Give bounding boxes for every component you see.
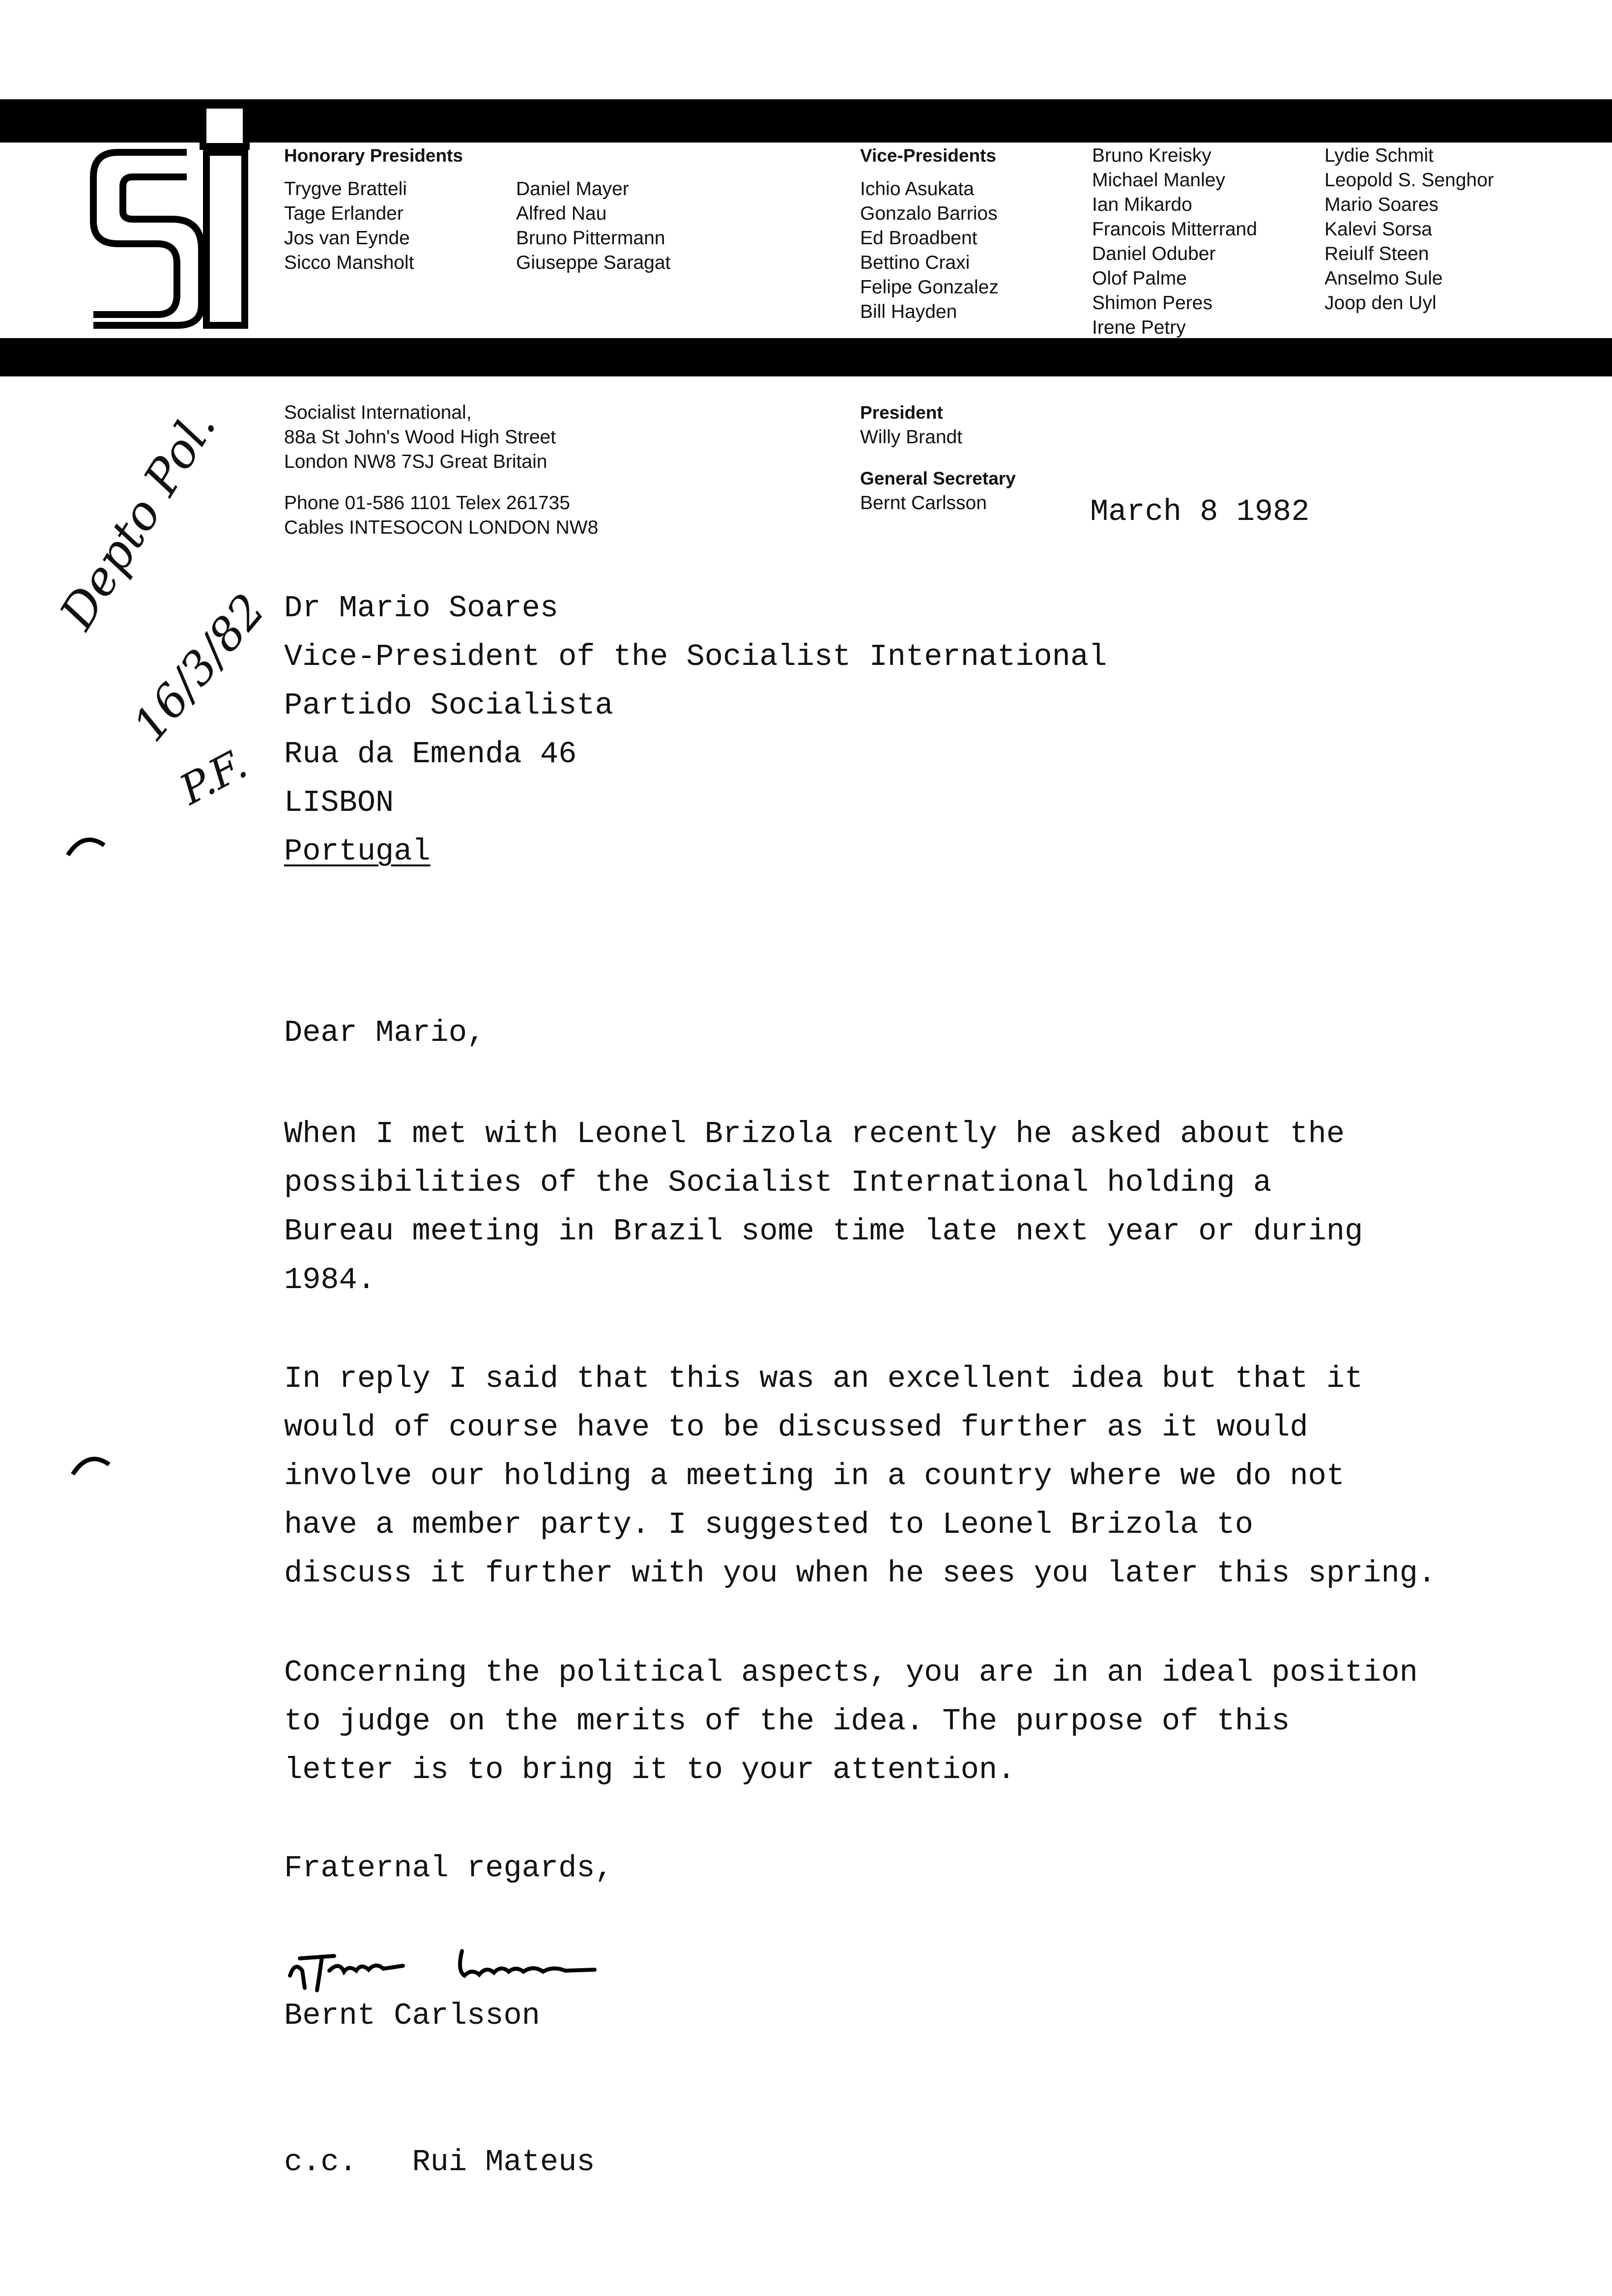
vice-presidents-col3: [1324, 144, 1494, 316]
vice-president: Irene Petry: [1092, 317, 1186, 338]
vice-president: Bruno Kreisky: [1092, 145, 1211, 166]
honorary-president: Alfred Nau: [516, 203, 607, 224]
punch-mark-icon: [64, 831, 108, 860]
paragraph-line: Concerning the political aspects, you are in an ideal position: [284, 1655, 1418, 1690]
cc-block: [284, 2138, 1562, 2186]
salutation-text: Dear Mario,: [284, 1015, 486, 1050]
vice-president: Mario Soares: [1324, 194, 1439, 215]
recipient-line: Dr Mario Soares: [284, 591, 559, 626]
paragraph-line: to judge on the merits of the idea. The purpose of this: [284, 1704, 1290, 1739]
vice-president: Lydie Schmit: [1324, 145, 1434, 166]
honorary-presidents-col1: [284, 177, 414, 275]
closing-text: Fraternal regards,: [284, 1851, 613, 1886]
honorary-presidents-col2: [516, 177, 670, 275]
honorary-president: Tage Erlander: [284, 203, 403, 224]
address-line: Socialist International,: [284, 402, 472, 423]
paragraph-line: 1984.: [284, 1263, 376, 1297]
vice-presidents-title: Vice-Presidents: [860, 145, 996, 166]
honorary-president: Sicco Mansholt: [284, 252, 414, 273]
vice-president: Daniel Oduber: [1092, 243, 1216, 264]
paragraph-line: involve our holding a meeting in a country where we do not: [284, 1459, 1345, 1493]
address-line: 88a St John's Wood High Street: [284, 427, 556, 448]
honorary-presidents-title: Honorary Presidents: [284, 145, 463, 166]
letter-date: March 8 1982: [1090, 494, 1310, 529]
recipient-line: Partido Socialista: [284, 688, 613, 723]
honorary-president: Bruno Pittermann: [516, 228, 665, 249]
honorary-president: Daniel Mayer: [516, 178, 629, 200]
paragraph-line: possibilities of the Socialist International holding a: [284, 1165, 1272, 1200]
signature-name: Bernt Carlsson: [284, 1998, 540, 2033]
vice-president: Ed Broadbent: [860, 228, 978, 249]
vice-president: Anselmo Sule: [1324, 268, 1443, 289]
honorary-president: Jos van Eynde: [284, 228, 410, 249]
paragraph-3: [284, 1648, 1562, 1794]
paragraph-line: Bureau meeting in Brazil some time late next year or during: [284, 1214, 1363, 1249]
vice-president: Felipe Gonzalez: [860, 277, 999, 298]
vice-president: Francois Mitterrand: [1092, 219, 1257, 240]
letterhead-bottom-bar: [0, 338, 1612, 376]
salutation: [284, 1008, 1562, 1057]
annotation-line1: Depto Pol.: [49, 400, 227, 639]
officers-block: [860, 401, 1016, 516]
vice-president: Ian Mikardo: [1092, 194, 1192, 215]
recipient-line: LISBON: [284, 785, 394, 820]
paragraph-1: [284, 1110, 1562, 1304]
honorary-presidents: [284, 144, 463, 168]
paragraph-line: discuss it further with you when he sees you later this spring.: [284, 1556, 1436, 1591]
paragraph-line: When I met with Leonel Brizola recently he asked about the: [284, 1117, 1345, 1151]
recipient-block: [284, 584, 1562, 876]
vice-president: Olof Palme: [1092, 268, 1187, 289]
paragraph-2: [284, 1354, 1562, 1598]
recipient-line: Vice-President of the Socialist International: [284, 639, 1107, 674]
vice-president: Kalevi Sorsa: [1324, 219, 1432, 240]
annotation-line3: P.F.: [172, 740, 255, 814]
recipient-line: Rua da Emenda 46: [284, 737, 577, 772]
vice-president: Shimon Peres: [1092, 292, 1212, 314]
vice-president: Bill Hayden: [860, 301, 957, 322]
general-secretary-name: Bernt Carlsson: [860, 492, 987, 514]
signature-block: [284, 1991, 1562, 2040]
vice-president: Ichio Asukata: [860, 178, 974, 200]
handwritten-annotation: [39, 400, 295, 816]
paragraph-line: have a member party. I suggested to Leonel Brizola to: [284, 1507, 1253, 1542]
vice-presidents-title-block: [860, 144, 996, 168]
recipient-country: Portugal: [284, 834, 431, 869]
address-line: Phone 01-586 1101 Telex 261735: [284, 492, 570, 514]
address-line: London NW8 7SJ Great Britain: [284, 451, 547, 472]
paragraph-line: letter is to bring it to your attention.: [284, 1752, 1016, 1787]
signature-icon: [275, 1941, 659, 1995]
vice-president: Bettino Craxi: [860, 252, 970, 273]
vice-president: Leopold S. Senghor: [1324, 170, 1494, 191]
president-title: President: [860, 402, 943, 423]
honorary-president: Trygve Bratteli: [284, 178, 407, 200]
vice-president: Michael Manley: [1092, 170, 1225, 191]
vice-presidents-col1: [860, 177, 999, 324]
paragraph-line: would of course have to be discussed further as it would: [284, 1410, 1308, 1445]
paragraph-line: In reply I said that this was an excellent idea but that it: [284, 1361, 1363, 1396]
president-name: Willy Brandt: [860, 427, 963, 448]
vice-president: Gonzalo Barrios: [860, 203, 998, 224]
vice-president: Reiulf Steen: [1324, 243, 1429, 264]
si-logo: [88, 98, 260, 334]
closing: [284, 1844, 1562, 1893]
address-block: [284, 401, 598, 540]
annotation-line2: 16/3/82: [123, 584, 275, 751]
honorary-president: Giuseppe Saragat: [516, 252, 671, 273]
address-line: Cables INTESOCON LONDON NW8: [284, 517, 599, 538]
vice-presidents-col2: [1092, 144, 1257, 340]
punch-mark-icon: [69, 1450, 113, 1479]
vice-president: Joop den Uyl: [1324, 292, 1437, 314]
cc-text: c.c. Rui Mateus: [284, 2145, 595, 2180]
general-secretary-title: General Secretary: [860, 468, 1016, 488]
